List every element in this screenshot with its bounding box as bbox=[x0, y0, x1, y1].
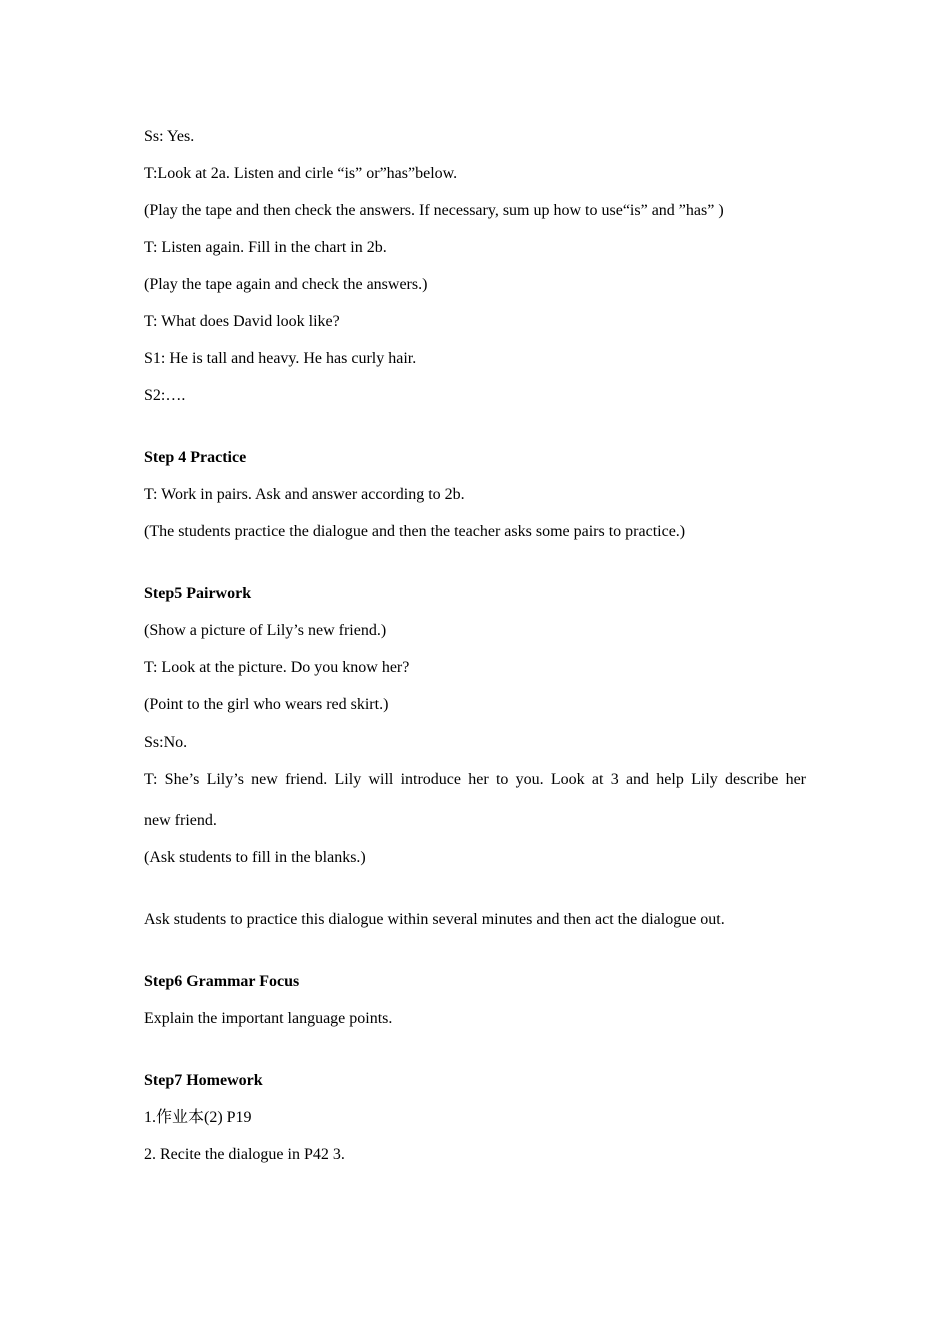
homework-item: 2. Recite the dialogue in P42 3. bbox=[144, 1146, 345, 1163]
text-line: (Play the tape again and check the answers.) bbox=[144, 276, 428, 293]
text-line: new friend. bbox=[144, 812, 217, 829]
section-heading-step4: Step 4 Practice bbox=[144, 449, 247, 466]
text-line: (Ask students to fill in the blanks.) bbox=[144, 849, 366, 866]
text-line: Ask students to practice this dialogue within several minutes and then act the dialogue out. bbox=[144, 911, 725, 928]
text-line: Ss: Yes. bbox=[144, 128, 195, 145]
section-heading-step7: Step7 Homework bbox=[144, 1072, 263, 1089]
text-line: T: Look at the picture. Do you know her? bbox=[144, 659, 410, 676]
section-heading-step5: Step5 Pairwork bbox=[144, 585, 252, 602]
homework-item: 1.作业本(2) P19 bbox=[144, 1109, 252, 1126]
text-line: T: What does David look like? bbox=[144, 313, 340, 330]
text-line: (The students practice the dialogue and then the teacher asks some pairs to practice.) bbox=[144, 523, 686, 540]
text-line: (Show a picture of Lily’s new friend.) bbox=[144, 622, 387, 639]
text-line: Explain the important language points. bbox=[144, 1010, 393, 1027]
text-line: S2:…. bbox=[144, 387, 186, 404]
text-line: S1: He is tall and heavy. He has curly hair. bbox=[144, 350, 417, 367]
text-line: T:Look at 2a. Listen and cirle “is” or”has”below. bbox=[144, 165, 458, 182]
text-line: (Point to the girl who wears red skirt.) bbox=[144, 696, 389, 713]
text-line: Ss:No. bbox=[144, 734, 188, 751]
text-line: (Play the tape and then check the answers. If necessary, sum up how to use“is” and ”has” ) bbox=[144, 202, 724, 219]
text-line: T: Listen again. Fill in the chart in 2b. bbox=[144, 239, 387, 256]
text-line: T: Work in pairs. Ask and answer according to 2b. bbox=[144, 486, 465, 503]
text-line-justified: T: She’s Lily’s new friend. Lily will introduce her to you. Look at 3 and help Lily describe her bbox=[144, 771, 806, 788]
section-heading-step6: Step6 Grammar Focus bbox=[144, 973, 300, 990]
